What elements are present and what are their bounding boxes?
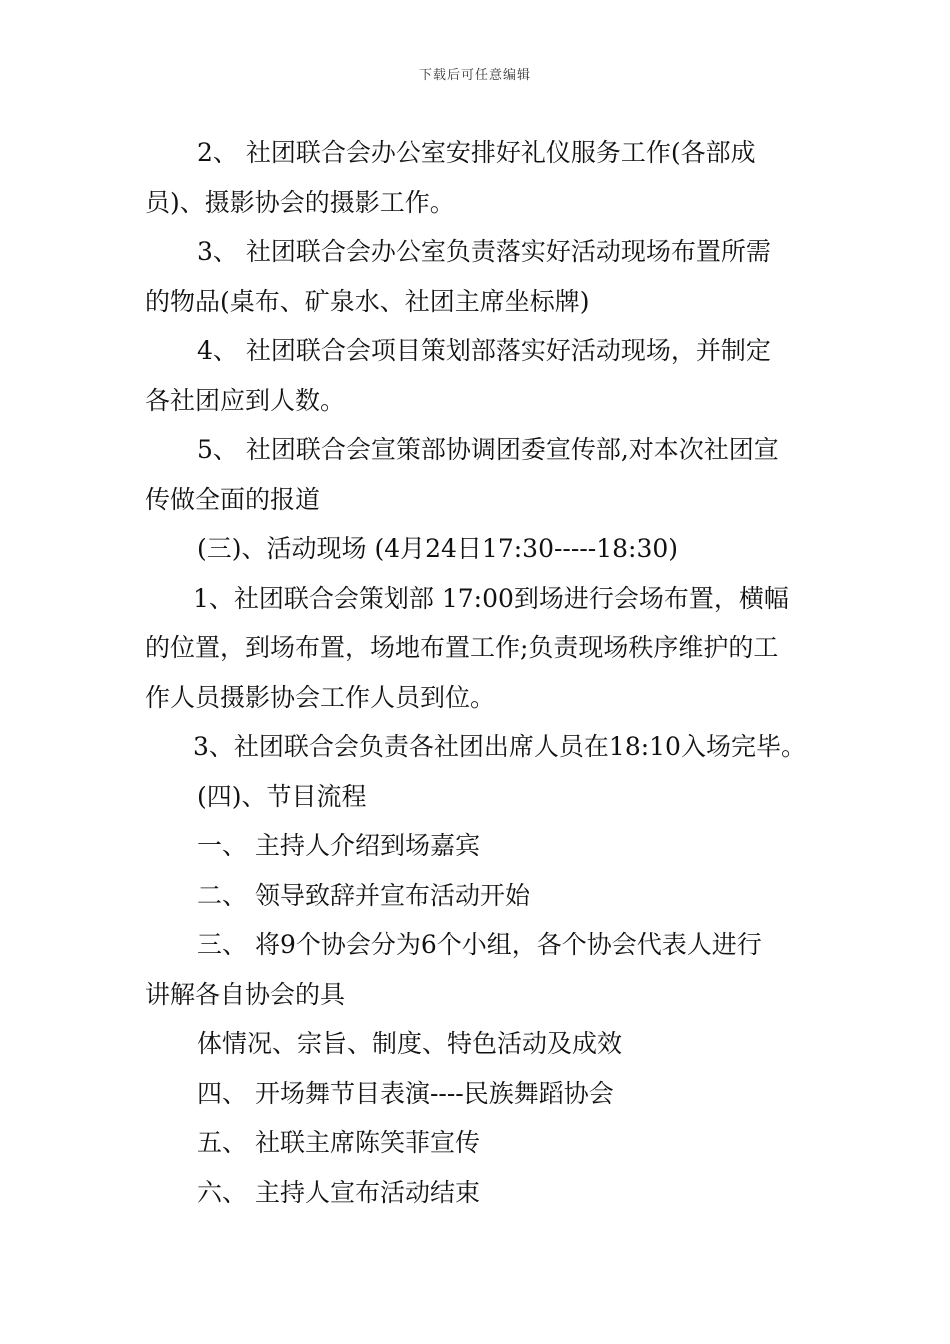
section-heading: (四)、节目流程: [197, 781, 367, 811]
page-header: 下载后可任意编辑: [418, 68, 531, 83]
list-item: 一、 主持人介绍到场嘉宾: [197, 831, 480, 860]
list-item: 三、 将9个协会分为6个小组，各个协会代表人进行: [197, 930, 762, 959]
paragraph-line: 3、 社团联合会办公室负责落实好活动现场布置所需: [197, 237, 771, 266]
list-item: 六、 主持人宣布活动结束: [197, 1177, 480, 1207]
paragraph-line: 传做全面的报道: [145, 484, 321, 514]
paragraph-line: 讲解各自协会的具: [145, 979, 346, 1009]
paragraph-line: 各社团应到人数。: [145, 385, 346, 415]
paragraph-line: 2、 社团联合会办公室安排好礼仪服务工作(各部成: [197, 138, 756, 167]
paragraph-line: 的位置，到场布置，场地布置工作;负责现场秩序维护的工: [145, 633, 779, 662]
paragraph-line: 体情况、宗旨、制度、特色活动及成效: [197, 1029, 623, 1058]
paragraph-line: 4、 社团联合会项目策划部落实好活动现场，并制定: [197, 336, 771, 365]
paragraph-line: 的物品(桌布、矿泉水、社团主席坐标牌): [145, 286, 590, 316]
section-heading: (三)、活动现场 (4月24日17:30-----18:30): [197, 534, 679, 563]
list-item: 四、 开场舞节目表演----民族舞蹈协会: [197, 1078, 614, 1108]
paragraph-line: 作人员摄影协会工作人员到位。: [145, 682, 496, 712]
paragraph-line: 3、社团联合会负责各社团出席人员在18:10入场完毕。: [193, 732, 806, 761]
paragraph-line: 员)、摄影协会的摄影工作。: [145, 187, 455, 217]
paragraph-line: 1、社团联合会策划部 17:00到场进行会场布置，横幅: [193, 583, 789, 613]
paragraph-line: 5、 社团联合会宣策部协调团委宣传部,对本次社团宣: [197, 435, 779, 464]
list-item: 五、 社联主席陈笑菲宣传: [197, 1128, 480, 1157]
list-item: 二、 领导致辞并宣布活动开始: [197, 880, 530, 910]
document-body: [145, 128, 810, 1217]
